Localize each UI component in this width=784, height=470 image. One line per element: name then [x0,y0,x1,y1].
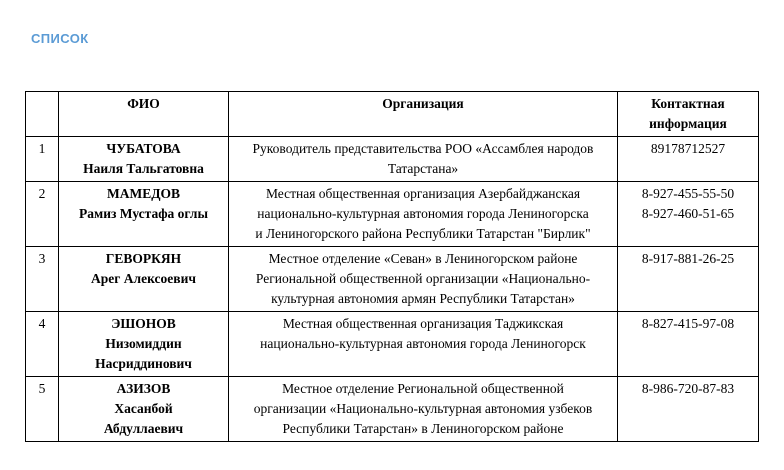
organization-line: Руководитель представительства РОО «Ассамблея народов [252,141,594,156]
page-title: СПИСОК [31,31,89,46]
contact-cell [618,247,759,312]
row-number-cell: 3 [26,247,59,312]
organization-cell [229,312,618,377]
fio-line: МАМЕДОВ [106,186,181,201]
fio-cell [59,312,229,377]
contact-line: 89178712527 [650,141,726,156]
table-row [26,182,759,247]
fio-line: Насриддинович [95,356,192,371]
organization-line: Региональной общественной организации «Национально- [255,271,591,286]
fio-line: Абдуллаевич [103,421,184,436]
organization-line: национально-культурная автономия города Лениногорск [260,336,586,351]
organization-line: и Лениногорского района Республики Татарстан "Бирлик" [255,226,591,241]
table-row [26,137,759,182]
organization-cell [229,247,618,312]
organization-cell [229,377,618,442]
header-organization: Организация [229,92,618,137]
fio-line: Рамиз Мустафа оглы [79,206,208,221]
row-number-cell: 4 [26,312,59,377]
contact-line: 8-986-720-87-83 [641,381,735,396]
organization-cell [229,137,618,182]
fio-cell [59,182,229,247]
fio-line: Низомиддин [105,336,182,351]
roster-table-body [26,137,759,442]
organization-line: культурная автономия армян Республики Татарстан» [271,291,575,306]
row-number-cell: 5 [26,377,59,442]
contact-line: 8-927-455-55-50 [641,186,735,201]
contact-cell [618,312,759,377]
fio-cell [59,137,229,182]
organization-cell [229,182,618,247]
fio-line: Хасанбой [114,401,173,416]
header-fio: ФИО [59,92,229,137]
header-number [26,92,59,137]
table-row [26,312,759,377]
fio-line: ЧУБАТОВА [106,141,181,156]
fio-cell [59,377,229,442]
organization-line: Местное отделение Региональной общественной [282,381,564,396]
fio-line: ЭШОНОВ [111,316,176,331]
organization-line: организации «Национально-культурная автономия узбеков [253,401,593,416]
roster-table [25,91,759,442]
header-contact: Контактная информация [618,92,759,137]
fio-line: Арег Алексоевич [91,271,196,286]
organization-line: национально-культурная автономия города Лениногорска [257,206,589,221]
contact-line: 8-827-415-97-08 [641,316,735,331]
table-header-row [26,92,759,137]
fio-line: АЗИЗОВ [116,381,171,396]
row-number-cell: 1 [26,137,59,182]
organization-line: Местная общественная организация Таджикская [282,316,564,331]
table-row [26,377,759,442]
contact-line: 8-927-460-51-65 [641,206,735,221]
organization-line: Местная общественная организация Азербайджанская [265,186,581,201]
contact-line: 8-917-881-26-25 [641,251,735,266]
contact-cell [618,182,759,247]
organization-line: Республики Татарстан» в Лениногорском районе [282,421,564,436]
fio-line: ГЕВОРКЯН [105,251,182,266]
organization-line: Местное отделение «Севан» в Лениногорском районе [268,251,578,266]
table-row [26,247,759,312]
row-number-cell: 2 [26,182,59,247]
contact-cell [618,137,759,182]
fio-line: Наиля Тальгатовна [83,161,204,176]
organization-line: Татарстана» [387,161,459,176]
contact-cell [618,377,759,442]
fio-cell [59,247,229,312]
